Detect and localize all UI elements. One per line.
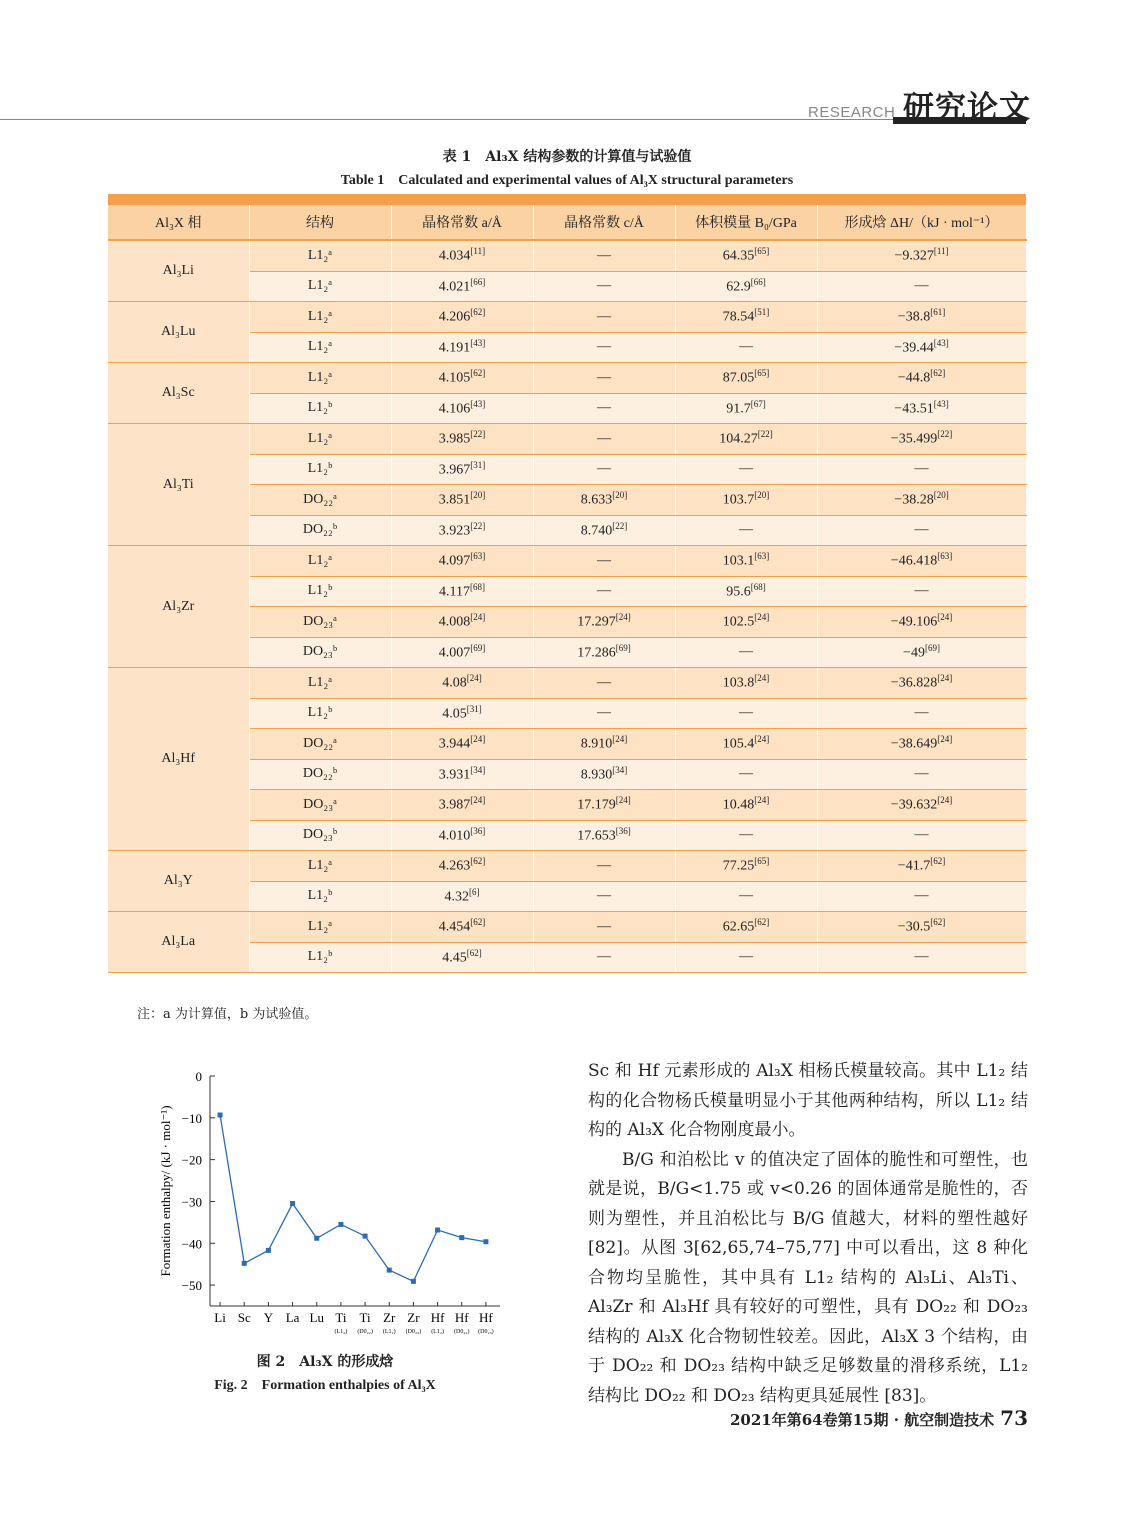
table-cell: 104.27[22] bbox=[675, 424, 817, 455]
table-cell: 4.08[24] bbox=[391, 668, 533, 699]
table-cell: — bbox=[675, 454, 817, 485]
table-cell: 4.206[62] bbox=[391, 302, 533, 333]
data-point bbox=[290, 1201, 295, 1206]
data-point bbox=[363, 1234, 368, 1239]
table-cell: 4.034[11] bbox=[391, 240, 533, 271]
table-cell: 17.653[36] bbox=[533, 820, 675, 851]
data-point bbox=[459, 1235, 464, 1240]
structural-parameters-table bbox=[108, 194, 1026, 973]
table-cell: — bbox=[817, 454, 1026, 485]
table-cell: 3.985[22] bbox=[391, 424, 533, 455]
table-cell: — bbox=[533, 393, 675, 424]
table-cell: −38.28[20] bbox=[817, 485, 1026, 516]
table-cell: 3.931[34] bbox=[391, 759, 533, 790]
table-cell: 4.454[62] bbox=[391, 912, 533, 943]
table-cell: −9.327[11] bbox=[817, 240, 1026, 271]
body-paragraph-1: Sc 和 Hf 元素形成的 Al₃X 相杨氏模量较高。其中 L1₂ 结构的化合物杨氏模量明显小于其他两种结构，所以 L1₂ 结构的 Al₃X 化合物刚度最小。 bbox=[588, 1061, 1028, 1140]
data-point bbox=[338, 1222, 343, 1227]
journal-issue: 2021年第64卷第15期 · 航空制造技术 bbox=[730, 1411, 995, 1429]
table-header-row bbox=[108, 205, 1026, 240]
table-cell: 4.263[62] bbox=[391, 851, 533, 882]
table-cell: — bbox=[817, 759, 1026, 790]
table-cell: 4.117[68] bbox=[391, 576, 533, 607]
x-tick-sublabel: (L1₂) bbox=[334, 1329, 348, 1335]
table-row bbox=[108, 302, 1026, 333]
table-cell: 3.967[31] bbox=[391, 454, 533, 485]
table-cell: — bbox=[817, 698, 1026, 729]
table-cell: L1₂ᵇ bbox=[249, 942, 391, 973]
table-cell: L1₂ᵇ bbox=[249, 454, 391, 485]
table-cell: — bbox=[675, 515, 817, 546]
x-tick-label: Ti bbox=[335, 1310, 347, 1325]
table-cell: −46.418[63] bbox=[817, 546, 1026, 577]
table-body bbox=[108, 240, 1026, 973]
table-cell: DO₂₃ᵇ bbox=[249, 637, 391, 668]
table-col-header: Al₃X 相 bbox=[108, 205, 249, 240]
header-section-title: 研究论文 bbox=[903, 90, 1031, 126]
table-cell: 4.008[24] bbox=[391, 607, 533, 638]
y-axis-label: Formation enthalpy/ (kJ · mol⁻¹) bbox=[158, 1105, 173, 1277]
phase-cell: Al₃Zr bbox=[108, 546, 249, 668]
data-point bbox=[435, 1228, 440, 1233]
table-row bbox=[108, 363, 1026, 394]
table-cell: — bbox=[675, 820, 817, 851]
phase-cell: Al₃Li bbox=[108, 240, 249, 302]
table-cell: L1₂ᵃ bbox=[249, 271, 391, 302]
table-cell: 4.05[31] bbox=[391, 698, 533, 729]
data-point bbox=[266, 1248, 271, 1253]
table-cell: 4.32[6] bbox=[391, 881, 533, 912]
table-cell: DO₂₂ᵇ bbox=[249, 759, 391, 790]
table-cell: 4.45[62] bbox=[391, 942, 533, 973]
figure-caption-en: Fig. 2 Formation enthalpies of Al₃X bbox=[214, 1378, 436, 1393]
x-tick-label: Sc bbox=[237, 1310, 251, 1325]
table-cell: — bbox=[533, 576, 675, 607]
x-tick-label: Hf bbox=[430, 1310, 445, 1325]
table-col-header: 结构 bbox=[249, 205, 391, 240]
table-cell: DO₂₂ᵃ bbox=[249, 729, 391, 760]
table-caption-en: Table 1 Calculated and experimental values of Al₃X structural parameters bbox=[340, 173, 794, 188]
table-cell: 8.740[22] bbox=[533, 515, 675, 546]
table-cell: −44.8[62] bbox=[817, 363, 1026, 394]
table-row bbox=[108, 851, 1026, 882]
table-row bbox=[108, 546, 1026, 577]
table-col-header: 体积模量 B₀/GPa bbox=[675, 205, 817, 240]
table-cell: DO₂₃ᵃ bbox=[249, 607, 391, 638]
table-cell: — bbox=[533, 271, 675, 302]
table-cell: −30.5[62] bbox=[817, 912, 1026, 943]
table-cell: — bbox=[817, 820, 1026, 851]
y-tick-label: 0 bbox=[195, 1069, 202, 1084]
table-cell: 4.007[69] bbox=[391, 637, 533, 668]
table-cell: −39.44[43] bbox=[817, 332, 1026, 363]
table-cell: — bbox=[533, 942, 675, 973]
table-cell: 4.105[62] bbox=[391, 363, 533, 394]
formation-enthalpy-chart bbox=[140, 1060, 520, 1350]
table-cell: −35.499[22] bbox=[817, 424, 1026, 455]
x-tick-sublabel: (D0₂₃) bbox=[478, 1329, 494, 1335]
x-tick-label: Y bbox=[263, 1310, 274, 1325]
x-tick-label: Li bbox=[214, 1310, 226, 1325]
table-cell: −49.106[24] bbox=[817, 607, 1026, 638]
table-cell: — bbox=[533, 363, 675, 394]
table-cell: L1₂ᵃ bbox=[249, 546, 391, 577]
x-tick-label: Hf bbox=[479, 1310, 493, 1325]
phase-cell: Al₃La bbox=[108, 912, 249, 973]
table-cell: −49[69] bbox=[817, 637, 1026, 668]
table-cell: — bbox=[533, 546, 675, 577]
table-cell: L1₂ᵃ bbox=[249, 332, 391, 363]
y-tick-label: −10 bbox=[181, 1110, 202, 1126]
x-tick-label: Hf bbox=[454, 1310, 469, 1325]
x-tick-sublabel: (L1₂) bbox=[382, 1329, 396, 1335]
body-paragraph-2: B/G 和泊松比 v 的值决定了固体的脆性和可塑性，也就是说，B/G<1.75 或 v<0.26 的固体通常是脆性的，否则为塑性，并且泊松比与 B/G 值越大，材料的塑性越好 [82]。从图 3[62,65,74–75,77] 中可以看出，这 8 种化合物均呈脆性，其中具有 L1₂ 结构的 Al₃Li、Al₃Ti、Al₃Zr 和 Al₃Hf 具有较好的可塑性，具有 DO₂₂ 和 DO₂₃ 结构的 Al₃X 化合物韧性较差。因此，Al₃X 3 个结构，由于 DO₂₂ 和 DO₂₃ 结构中缺乏足够数量的滑移系统，L1₂ 结构比 DO₂₂ 和 DO₂₃ 结构更具延展性 [83]。 bbox=[588, 1149, 1028, 1406]
table-cell: 3.944[24] bbox=[391, 729, 533, 760]
table-cell: — bbox=[817, 576, 1026, 607]
table-cell: 78.54[51] bbox=[675, 302, 817, 333]
table-cell: DO₂₃ᵇ bbox=[249, 820, 391, 851]
table-note: 注：a 为计算值，b 为试验值。 bbox=[137, 1007, 318, 1022]
table-cell: — bbox=[533, 668, 675, 699]
phase-cell: Al₃Y bbox=[108, 851, 249, 912]
table-row bbox=[108, 240, 1026, 271]
table-cell: — bbox=[533, 912, 675, 943]
table-cell: — bbox=[675, 698, 817, 729]
table-cell: L1₂ᵇ bbox=[249, 576, 391, 607]
header-research: RESEARCH bbox=[808, 104, 896, 121]
table-cell: — bbox=[533, 424, 675, 455]
table-cell: L1₂ᵃ bbox=[249, 851, 391, 882]
x-tick-label: Zr bbox=[407, 1310, 420, 1325]
table-row bbox=[108, 424, 1026, 455]
table-cell: −36.828[24] bbox=[817, 668, 1026, 699]
table-cell: −43.51[43] bbox=[817, 393, 1026, 424]
table-cell: 62.9[66] bbox=[675, 271, 817, 302]
table-cell: 17.179[24] bbox=[533, 790, 675, 821]
table-cell: — bbox=[533, 240, 675, 271]
table-caption-cn: 表 1 Al₃X 结构参数的计算值与试验值 bbox=[442, 149, 692, 165]
table-cell: L1₂ᵇ bbox=[249, 881, 391, 912]
table-cell: −38.8[61] bbox=[817, 302, 1026, 333]
page-footer bbox=[730, 1406, 1028, 1430]
table-cell: 87.05[65] bbox=[675, 363, 817, 394]
x-tick-sublabel: (D0₂₃) bbox=[405, 1329, 422, 1335]
table-cell: L1₂ᵇ bbox=[249, 393, 391, 424]
table-cell: — bbox=[533, 881, 675, 912]
table-cell: 4.010[36] bbox=[391, 820, 533, 851]
table-cell: 4.191[43] bbox=[391, 332, 533, 363]
table-col-header: 晶格常数 c/Å bbox=[533, 205, 675, 240]
table-cell: 3.851[20] bbox=[391, 485, 533, 516]
table-cell: — bbox=[533, 698, 675, 729]
x-tick-sublabel: (L1₂) bbox=[431, 1329, 444, 1335]
x-tick-label: Ti bbox=[359, 1310, 371, 1325]
data-point bbox=[483, 1239, 488, 1244]
table-cell: −39.632[24] bbox=[817, 790, 1026, 821]
table-cell: 4.106[43] bbox=[391, 393, 533, 424]
phase-cell: Al₃Hf bbox=[108, 668, 249, 851]
table-cell: 103.1[63] bbox=[675, 546, 817, 577]
table-col-header: 晶格常数 a/Å bbox=[391, 205, 533, 240]
y-tick-label: −20 bbox=[181, 1152, 202, 1168]
table-cell: L1₂ᵃ bbox=[249, 240, 391, 271]
table-cell: DO₂₂ᵃ bbox=[249, 485, 391, 516]
table-cell: 17.286[69] bbox=[533, 637, 675, 668]
table-cell: — bbox=[533, 851, 675, 882]
table-cell: 10.48[24] bbox=[675, 790, 817, 821]
table-cell: −41.7[62] bbox=[817, 851, 1026, 882]
table-cell: L1₂ᵃ bbox=[249, 424, 391, 455]
table-cell: — bbox=[533, 302, 675, 333]
table-cell: 95.6[68] bbox=[675, 576, 817, 607]
phase-cell: Al₃Ti bbox=[108, 424, 249, 546]
table-cell: L1₂ᵃ bbox=[249, 668, 391, 699]
table-cell: — bbox=[675, 332, 817, 363]
table-cell: 102.5[24] bbox=[675, 607, 817, 638]
table-cell: 91.7[67] bbox=[675, 393, 817, 424]
table-cell: 8.930[34] bbox=[533, 759, 675, 790]
table-cell: DO₂₂ᵇ bbox=[249, 515, 391, 546]
table-cell: DO₂₃ᵃ bbox=[249, 790, 391, 821]
page-number: 73 bbox=[1000, 1406, 1029, 1430]
y-tick-label: −40 bbox=[181, 1236, 202, 1252]
table-cell: L1₂ᵃ bbox=[249, 363, 391, 394]
table-cell: — bbox=[675, 637, 817, 668]
table-col-header: 形成焓 ΔH/（kJ · mol⁻¹） bbox=[817, 205, 1026, 240]
phase-cell: Al₃Sc bbox=[108, 363, 249, 424]
table-cell: 103.8[24] bbox=[675, 668, 817, 699]
table-cell: L1₂ᵃ bbox=[249, 302, 391, 333]
data-point bbox=[314, 1236, 319, 1241]
table-cell: — bbox=[675, 942, 817, 973]
table-cell: 103.7[20] bbox=[675, 485, 817, 516]
table-cell: — bbox=[533, 332, 675, 363]
table-cell: 64.35[65] bbox=[675, 240, 817, 271]
figure-caption-cn: 图 2 Al₃X 的形成焓 bbox=[256, 1354, 394, 1370]
table-cell: — bbox=[817, 271, 1026, 302]
table-cell: 8.910[24] bbox=[533, 729, 675, 760]
table-cell: −38.649[24] bbox=[817, 729, 1026, 760]
x-tick-label: La bbox=[285, 1310, 300, 1325]
table-cell: — bbox=[675, 759, 817, 790]
table-row bbox=[108, 912, 1026, 943]
x-tick-label: Lu bbox=[309, 1310, 324, 1325]
data-point bbox=[387, 1268, 392, 1273]
x-tick-sublabel: (D0₂₂) bbox=[357, 1329, 373, 1335]
table-row bbox=[108, 668, 1026, 699]
table-cell: 4.097[63] bbox=[391, 546, 533, 577]
table-cell: 62.65[62] bbox=[675, 912, 817, 943]
table-cell: — bbox=[817, 942, 1026, 973]
table-cell: — bbox=[817, 515, 1026, 546]
phase-cell: Al₃Lu bbox=[108, 302, 249, 363]
table-cell: — bbox=[533, 454, 675, 485]
table-cell: L1₂ᵃ bbox=[249, 912, 391, 943]
x-tick-sublabel: (D0₂₂) bbox=[453, 1329, 470, 1335]
table-cell: 105.4[24] bbox=[675, 729, 817, 760]
table-cell: 17.297[24] bbox=[533, 607, 675, 638]
data-point bbox=[218, 1113, 223, 1118]
series-line bbox=[220, 1115, 486, 1281]
table-cell: 3.923[22] bbox=[391, 515, 533, 546]
body-text bbox=[588, 1057, 1028, 1411]
table-cell: — bbox=[817, 881, 1026, 912]
table-cell: 4.021[66] bbox=[391, 271, 533, 302]
table-top-bar bbox=[108, 194, 1026, 205]
y-tick-label: −30 bbox=[181, 1194, 202, 1210]
x-tick-label: Zr bbox=[383, 1310, 396, 1325]
table-cell: 77.25[65] bbox=[675, 851, 817, 882]
table-cell: 8.633[20] bbox=[533, 485, 675, 516]
y-tick-label: −50 bbox=[181, 1278, 202, 1294]
table-cell: 3.987[24] bbox=[391, 790, 533, 821]
table-cell: L1₂ᵇ bbox=[249, 698, 391, 729]
table-cell: — bbox=[675, 881, 817, 912]
data-point bbox=[242, 1261, 247, 1266]
data-point bbox=[411, 1279, 416, 1284]
